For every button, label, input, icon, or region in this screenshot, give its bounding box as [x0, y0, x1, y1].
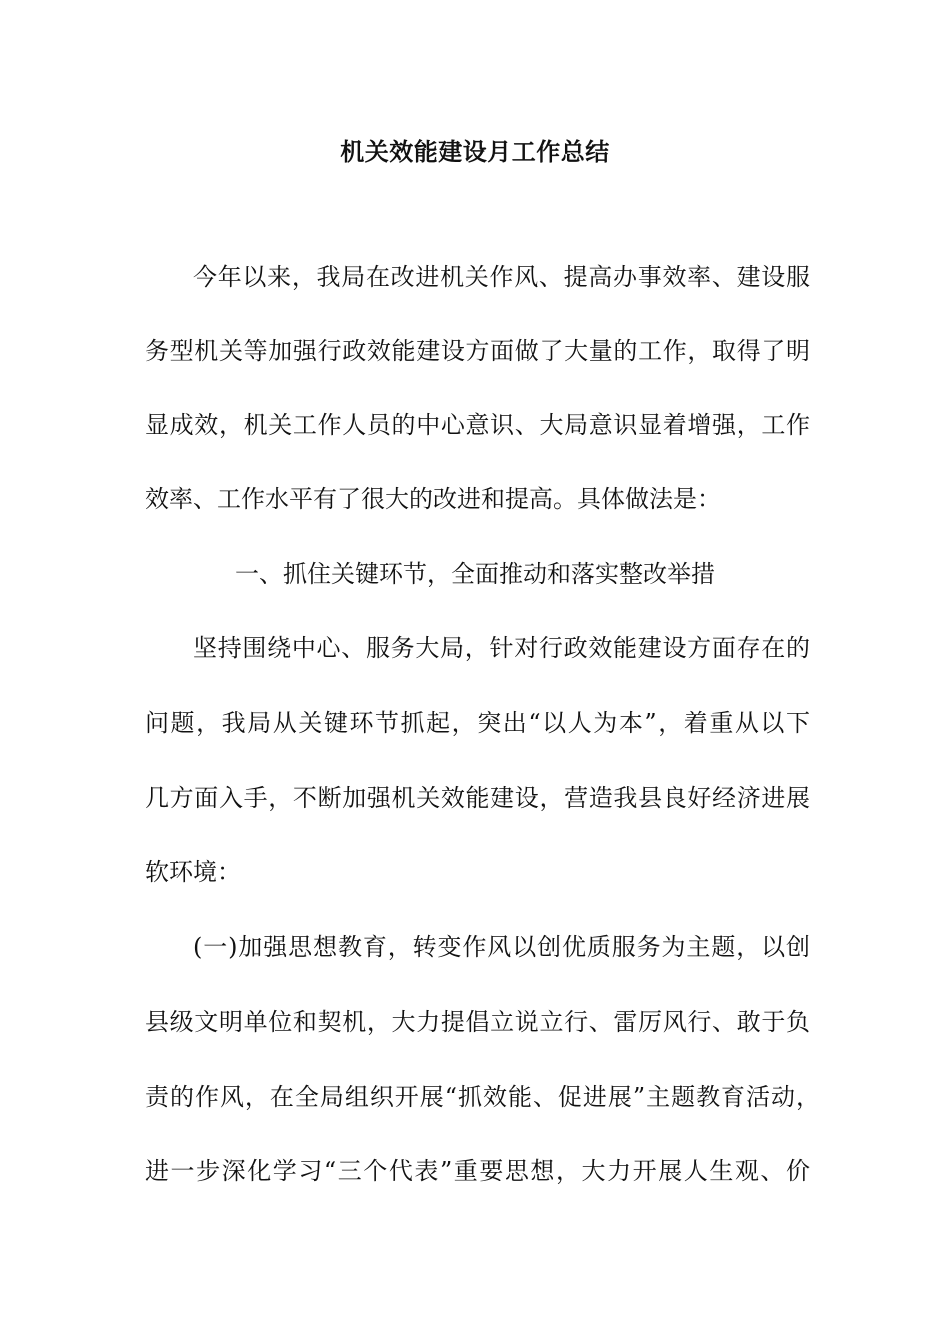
paragraph-3-line-3: 责的作风，在全局组织开展“抓效能、促进展”主题教育活动， [145, 1083, 820, 1111]
paragraph-2-line-4: 软环境： [145, 858, 241, 886]
paragraph-1-line-1: 今年以来，我局在改进机关作风、提高办事效率、建设服 [193, 263, 810, 291]
paragraph-3-line-4: 进一步深化学习“三个代表”重要思想，大力开展人生观、价 [145, 1157, 810, 1185]
document-title: 机关效能建设月工作总结 [340, 137, 610, 166]
paragraph-1-line-2: 务型机关等加强行政效能建设方面做了大量的工作，取得了明 [145, 337, 810, 365]
paragraph-3-line-1: (一)加强思想教育，转变作风以创优质服务为主题，以创 [193, 933, 810, 961]
paragraph-2-line-3: 几方面入手，不断加强机关效能建设，营造我县良好经济进展 [145, 784, 810, 812]
paragraph-1-line-4: 效率、工作水平有了很大的改进和提高。具体做法是： [145, 485, 721, 513]
section-heading-1: 一、抓住关键环节，全面推动和落实整改举措 [235, 560, 715, 588]
paragraph-2-line-2: 问题，我局从关键环节抓起，突出“以人为本”，着重从以下 [145, 709, 810, 737]
paragraph-2-line-1: 坚持围绕中心、服务大局，针对行政效能建设方面存在的 [193, 634, 810, 662]
paragraph-1-line-3: 显成效，机关工作人员的中心意识、大局意识显着增强，工作 [145, 411, 810, 439]
paragraph-3-line-2: 县级文明单位和契机，大力提倡立说立行、雷厉风行、敢于负 [145, 1008, 810, 1036]
